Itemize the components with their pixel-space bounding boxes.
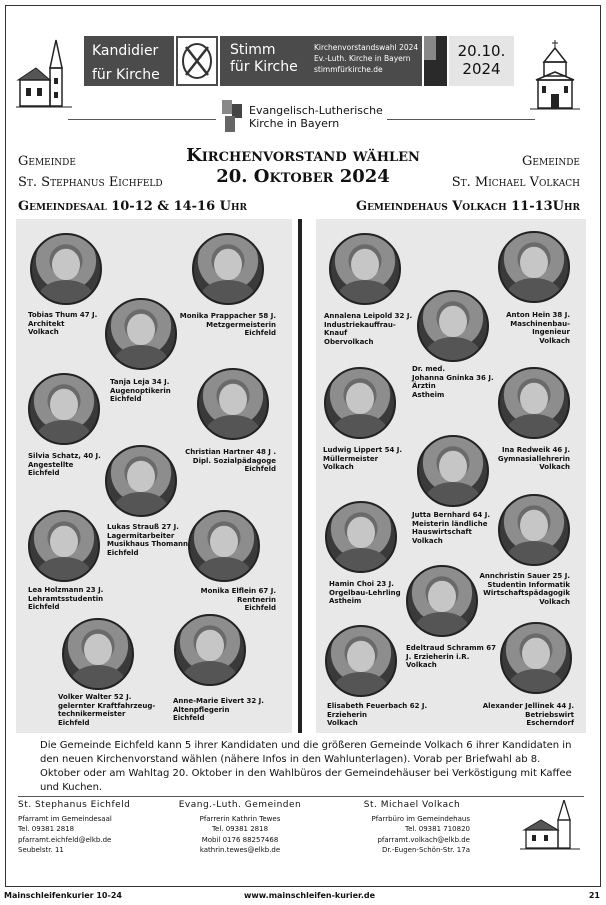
header-left-parish: Gemeinde St. Stephanus Eichfeld <box>18 154 163 190</box>
candidate-caption: Ina Redweik 46 J. Gymnasiallehrerin Volkach <box>497 446 570 471</box>
magazine-name: Mainschleifenkurier 10-24 <box>4 891 122 900</box>
candidate-caption: Alexander Jellinek 44 J. Betriebswirt Escherndorf <box>482 702 574 727</box>
info-paragraph: Die Gemeinde Eichfeld kann 5 ihrer Kandidaten und die größeren Gemeinde Volkach 6 ihrer Kandidaten in den neuen Kirchenvorstand wählen (nähere Infos in den Wahlunterlagen). Vorab per Briefwahl ab 8. Oktober oder am Wahltag 20. Oktober in den Wahlbüros der Gemeindehäuser bei Verköstigung mit Kaffee und Kuchen. <box>40 740 572 793</box>
footer-gemeinden: Evang.-Luth. Gemeinden Pfarrerin Kathrin Tewes Tel. 09381 2818 Mobil 0176 88257468 kathrin.tewes@elkb.de <box>178 800 302 854</box>
candidate-caption: Elisabeth Feuerbach 62 J. Erzieherin Volkach <box>327 702 428 727</box>
banner-kandidier: Kandidier für Kirche <box>84 36 174 86</box>
candidate-caption: Anton Hein 38 J. Maschinenbau- Ingenieur Volkach <box>506 311 570 345</box>
candidate-caption: Annalena Leipold 32 J. Industriekauffrau- Knauf Obervolkach <box>324 312 413 346</box>
church-left-illustration <box>16 38 72 110</box>
candidate-caption: Anne-Marie Eivert 32 J. Altenpflegerin Eichfeld <box>173 697 264 722</box>
candidate-photo <box>192 233 264 305</box>
church-footer-illustration <box>520 800 580 852</box>
banner-accent-block <box>424 36 447 86</box>
candidate-photo <box>417 290 489 362</box>
banner-date: 20.10. 2024 <box>449 36 514 86</box>
candidate-photo <box>28 373 100 445</box>
candidate-photo <box>324 367 396 439</box>
page-title: Kirchenvorstand wählen 20. Oktober 2024 <box>186 145 420 187</box>
candidate-caption: Dr. med. Johanna Gninka 36 J. Ärztin Astheim <box>412 365 494 399</box>
candidate-caption: Lukas Strauß 27 J. Lagermitarbeiter Musikhaus Thomann Eichfeld <box>107 523 189 557</box>
panel-divider <box>298 219 302 733</box>
candidate-photo <box>329 233 401 305</box>
candidate-photo <box>498 231 570 303</box>
candidate-photo <box>325 501 397 573</box>
candidate-caption: Christian Hartner 48 J . Dipl. Sozialpädagoge Eichfeld <box>185 448 276 473</box>
footer-eichfeld: St. Stephanus Eichfeld Pfarramt im Gemeindesaal Tel. 09381 2818 pfarramt.eichfeld@elkb.de Seubelstr. 11 <box>18 800 131 854</box>
candidate-caption: Monika Elflein 67 J. Rentnerin Eichfeld <box>200 587 276 612</box>
candidate-caption: Hamin Choi 23 J. Orgelbau-Lehrling Astheim <box>329 580 401 605</box>
footer-rule <box>18 796 584 797</box>
logo-rule-right <box>387 119 535 120</box>
candidate-photo <box>30 233 102 305</box>
magazine-url[interactable]: www.mainschleifen-kurier.de <box>244 891 376 900</box>
candidate-caption: Monika Prappacher 58 J. Metzgermeisterin Eichfeld <box>179 312 276 337</box>
footer-volkach: St. Michael Volkach Pfarrbüro im Gemeindehaus Tel. 09381 710820 pfarramt.volkach@elkb.de Dr.-Eugen-Schön-Str. 17a <box>363 800 470 854</box>
candidate-caption: Lea Holzmann 23 J. Lehramtsstudentin Eichfeld <box>28 586 104 611</box>
candidate-photo <box>417 435 489 507</box>
page-number: 21 <box>588 891 600 900</box>
candidate-photo <box>174 614 246 686</box>
elkb-logo <box>222 100 242 134</box>
church-right-illustration <box>530 40 580 112</box>
candidate-caption: Tanja Leja 34 J. Augenoptikerin Eichfeld <box>110 378 171 403</box>
elkb-logo-text: Evangelisch-Lutherische Kirche in Bayern <box>249 104 383 130</box>
candidate-caption: Tobias Thum 47 J. Architekt Volkach <box>28 311 98 336</box>
candidate-caption: Jutta Bernhard 64 J. Meisterin ländliche Hauswirtschaft Volkach <box>412 511 491 545</box>
candidate-caption: Silvia Schatz, 40 J. Angestellte Eichfeld <box>28 452 101 477</box>
candidate-caption: Ludwig Lippert 54 J. Müllermeister Volkach <box>323 446 403 471</box>
venue-right: Gemeindehaus Volkach 11-13Uhr <box>355 199 580 214</box>
candidate-photo <box>197 368 269 440</box>
banner-stimm: Stimm für Kirche Kirchenvorstandswahl 2024 Ev.-Luth. Kirche in Bayern stimmfürkirche.de <box>220 36 422 86</box>
venue-left: Gemeindesaal 10-12 & 14-16 Uhr <box>18 199 247 214</box>
candidate-photo <box>325 625 397 697</box>
candidate-photo <box>498 494 570 566</box>
candidate-photo <box>498 367 570 439</box>
candidate-photo <box>62 618 134 690</box>
candidate-caption: Annchristin Sauer 25 J. Studentin Informatik Wirtschaftspädagogik Volkach <box>479 572 570 606</box>
candidate-caption: Edeltraud Schramm 67 J. Erzieherin i.R. Volkach <box>406 644 497 669</box>
candidate-photo <box>406 565 478 637</box>
ballot-cross-icon <box>176 36 218 86</box>
candidate-photo <box>28 510 100 582</box>
logo-rule-left <box>68 119 216 120</box>
candidate-photo <box>105 445 177 517</box>
candidate-photo <box>188 510 260 582</box>
candidate-caption: Volker Walter 52 J. gelernter Kraftfahrzeug- technikermeister Eichfeld <box>58 693 156 727</box>
candidate-photo <box>500 622 572 694</box>
header-right-parish: Gemeinde St. Michael Volkach <box>451 154 580 190</box>
candidate-photo <box>105 298 177 370</box>
